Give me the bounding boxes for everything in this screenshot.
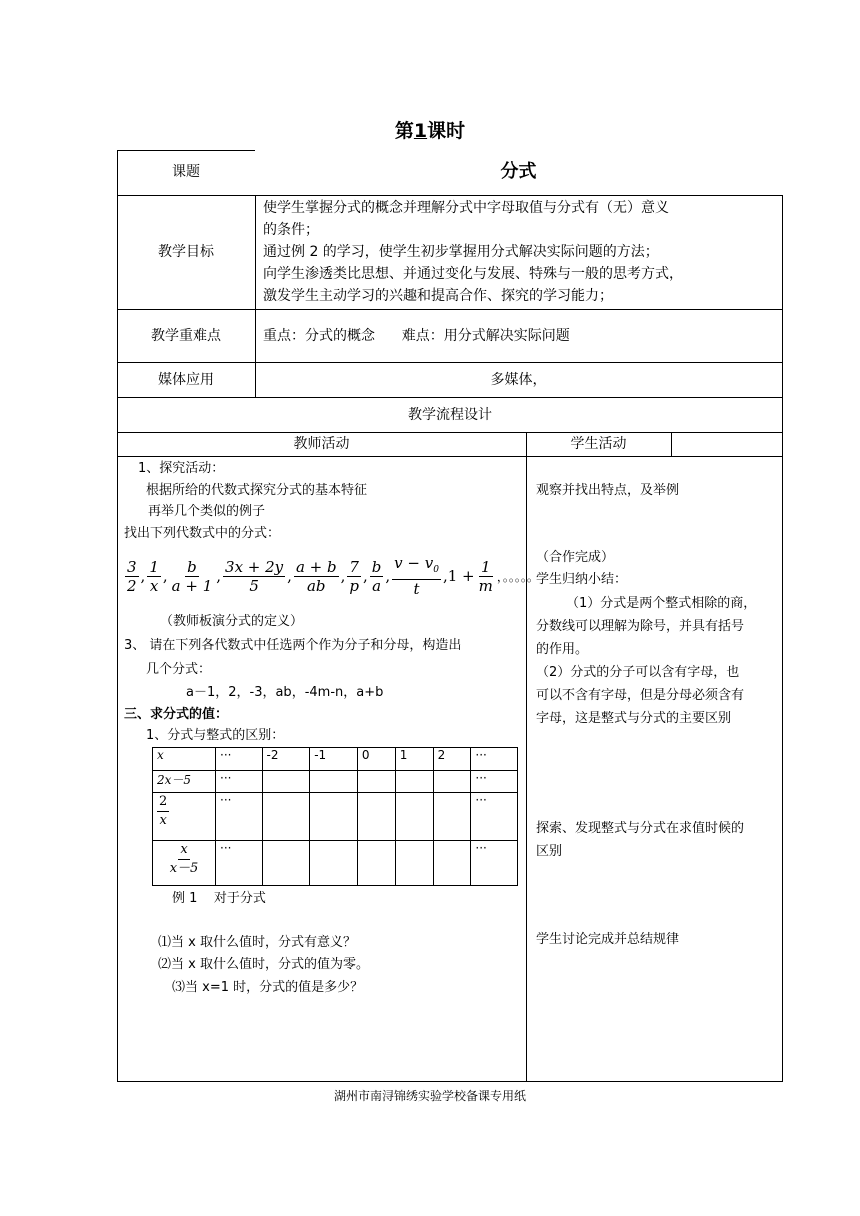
fraction: $\frac{1}{m}$	[478, 557, 493, 595]
media-label: 媒体应用	[158, 372, 214, 388]
algebraic-expressions: $\frac{3}{2}$ , $\frac{1}{x}$ , $\frac{b}{a + 1}$ , $\frac{3x + 2y}{5}$ , $\frac{a + b}{ab}$ , $\frac{7}{p}$ , $\frac{b}{a}$ , $\frac{v - v_0}{t}$ ,1 + $\frac{1}{m}$ ，。。。。。	[127, 554, 539, 598]
student-line: 区别	[536, 844, 563, 859]
table-cell: 1	[395, 748, 433, 771]
table-cell: -1	[310, 748, 358, 771]
table-rule	[117, 432, 783, 433]
student-line: 可以不含有字母，但是分母必须含有	[536, 688, 745, 703]
student-line: 分数线可以理解为除号，并具有括号	[536, 619, 745, 634]
media-value: 多媒体，	[490, 372, 547, 388]
fraction: $\frac{a + b}{ab}$	[295, 557, 337, 595]
goals-text: 使学生掌握分式的概念并理解分式中字母取值与分式有（无）意义 的条件； 通过例 2 的学习，使学生初步掌握用分式解决实际问题的方法； 向学生渗透类比思想、并通过变化与发展、特殊与一般的思考方式， 激发学生主动学习的兴趣和提高合作、探究的学习能力；	[263, 200, 683, 304]
table-cell: ···	[471, 840, 518, 885]
student-line: 学生归纳小结：	[536, 572, 628, 587]
table-cell: 0	[357, 748, 395, 771]
teacher-line: ⑵当 x 取什么值时，分式的值为零。	[158, 957, 369, 972]
table-cell	[395, 840, 433, 885]
table-cell	[433, 771, 471, 793]
table-cell: ···	[216, 840, 263, 885]
table-rule	[117, 362, 783, 363]
table-rule	[117, 456, 783, 457]
teacher-line: 1、分式与整式的区别：	[146, 728, 285, 743]
fraction: $\frac{3}{2}$	[127, 557, 137, 595]
teacher-line: ⑶当 x=1 时，分式的值是多少？	[172, 980, 364, 995]
table-cell	[357, 793, 395, 840]
table-cell	[357, 840, 395, 885]
teacher-line: 例 1 对于分式	[172, 891, 266, 906]
student-line: 学生讨论完成并总结规律	[536, 932, 680, 947]
table-cell: $\frac{2}{x}$	[153, 793, 216, 840]
student-line: 观察并找出特点，及举例	[536, 483, 680, 498]
teacher-line: ⑴当 x 取什么值时，分式有意义？	[158, 935, 356, 950]
student-line: （合作完成）	[536, 550, 615, 565]
table-cell: ···	[216, 748, 263, 771]
table-border-right	[782, 195, 783, 1082]
teacher-line: a－1，2，-3，ab，-4m-n，a+b	[186, 685, 384, 700]
table-cell: ···	[471, 748, 518, 771]
table-cell	[433, 793, 471, 840]
footer-note: 湖州市南浔锦绣实验学校备课专用纸	[333, 1089, 526, 1103]
teacher-line: 3、 请在下列各代数式中任选两个作为分子和分母，构造出	[124, 638, 462, 653]
table-col-divider	[255, 195, 256, 397]
table-cell	[310, 771, 358, 793]
fraction: $\frac{1}{x}$	[149, 557, 159, 595]
table-cell: $\frac{x}{x-5}$	[153, 840, 216, 885]
difficulty-label: 教学重难点	[151, 328, 221, 344]
fraction: $\frac{b}{a + 1}$	[171, 557, 213, 595]
teacher-line: 1、探究活动：	[138, 461, 225, 476]
teacher-line: 再举几个类似的例子	[148, 504, 266, 519]
table-cell	[310, 793, 358, 840]
table-border-left	[117, 150, 118, 1082]
table-rule	[117, 309, 783, 310]
table-cell	[395, 771, 433, 793]
student-header: 学生活动	[570, 436, 627, 452]
difficulty-value: 重点：分式的概念 难点：用分式解决实际问题	[263, 328, 570, 344]
student-line: 探索、发现整式与分式在求值时候的	[536, 821, 745, 836]
value-table	[152, 747, 518, 886]
teacher-line: 三、求分式的值：	[124, 707, 229, 722]
fraction: $\frac{b}{a}$	[371, 557, 382, 595]
table-cell	[262, 771, 310, 793]
table-cell	[310, 840, 358, 885]
page-title: 第1课时	[394, 120, 466, 142]
fraction: $\frac{3x + 2y}{5}$	[225, 557, 284, 595]
table-cell: ···	[471, 793, 518, 840]
table-col-divider	[671, 432, 672, 456]
teacher-header: 教师活动	[293, 436, 350, 452]
table-cell	[395, 793, 433, 840]
table-cell	[433, 840, 471, 885]
topic-label: 课题	[172, 164, 200, 180]
table-cell	[262, 793, 310, 840]
teacher-line: （教师板演分式的定义）	[160, 614, 304, 629]
fraction: $\frac{7}{p}$	[349, 557, 359, 595]
table-cell: ···	[216, 771, 263, 793]
student-line: （1）分式是两个整式相除的商，	[566, 596, 757, 611]
table-cell: 2	[433, 748, 471, 771]
teacher-line: 根据所给的代数式探究分式的基本特征	[146, 483, 368, 498]
table-rule	[117, 397, 783, 398]
table-cell: -2	[262, 748, 310, 771]
teacher-line: 几个分式：	[146, 662, 212, 677]
topic-value: 分式	[500, 161, 537, 182]
table-cell	[262, 840, 310, 885]
table-cell: ···	[216, 793, 263, 840]
table-rule	[117, 195, 783, 196]
table-cell	[357, 771, 395, 793]
student-line: 的作用。	[536, 642, 589, 657]
flow-label: 教学流程设计	[408, 407, 492, 423]
table-cell: 2x－5	[153, 771, 216, 793]
student-line: （2）分式的分子可以含有字母，也	[536, 665, 740, 680]
goals-label: 教学目标	[158, 244, 214, 260]
table-cell: ···	[471, 771, 518, 793]
table-border-top	[117, 150, 255, 151]
table-col-divider	[526, 432, 527, 1082]
table-cell: x	[153, 748, 216, 771]
teacher-line: 找出下列代数式中的分式：	[124, 526, 281, 541]
student-line: 字母，这是整式与分式的主要区别	[536, 711, 732, 726]
fraction: $\frac{v - v_0}{t}$	[394, 554, 439, 598]
table-border-bottom	[117, 1081, 783, 1082]
